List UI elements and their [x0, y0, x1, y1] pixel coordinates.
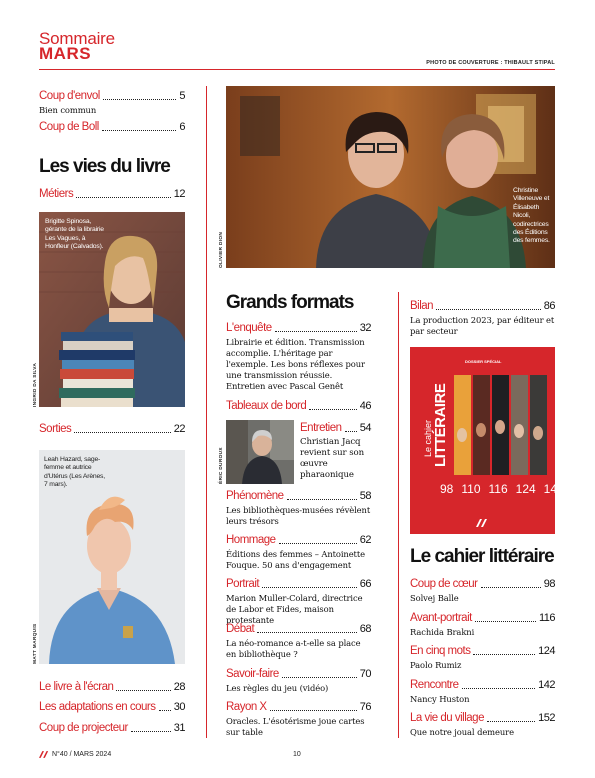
section-title-vies-du-livre: Les vies du livre [39, 156, 170, 177]
toc-page: 6 [179, 121, 185, 133]
toc-desc: Rachida Brakni [410, 627, 475, 637]
toc-desc: Oracles. L'ésotérisme joue cartes sur table [226, 716, 365, 737]
toc-title: En cinq mots [410, 645, 471, 657]
toc-page: 46 [359, 400, 371, 412]
toc-title: Portrait [226, 578, 260, 590]
toc-desc: Librairie et édition. Transmission accomplie. L'héritage par l'exemple. Les bons réflexes pour une transmission réussie. Entretien avec Pascal Genêt [226, 337, 365, 391]
cover-strip-photos [454, 375, 550, 475]
toc-entry-tableaux[interactable] [226, 400, 371, 413]
toc-entry-savoir-faire[interactable] [226, 668, 371, 694]
toc-entry-projecteur[interactable] [39, 722, 185, 735]
toc-title: Bilan [410, 300, 434, 312]
toc-title: Entretien [300, 422, 342, 434]
cover-page-num: 110 [461, 482, 481, 496]
toc-page: 142 [538, 679, 555, 691]
toc-page: 58 [359, 490, 371, 502]
section-title-cahier-litteraire: Le cahier littéraire [410, 546, 554, 567]
toc-title: La vie du village [410, 712, 484, 724]
cover-kicker: DOSSIER SPÉCIAL [465, 359, 502, 364]
toc-desc: Que notre joual demeure [410, 727, 514, 737]
toc-title: Coup de projecteur [39, 722, 128, 734]
toc-entry-adaptations[interactable] [39, 701, 185, 714]
toc-page: 98 [543, 578, 555, 590]
toc-entry-coup-coeur[interactable] [410, 578, 555, 604]
header-sommaire: Sommaire [39, 29, 115, 48]
toc-entry-coup-boll[interactable] [39, 121, 185, 134]
toc-entry-portrait[interactable] [226, 578, 371, 626]
toc-page: 32 [359, 322, 371, 334]
toc-title: Coup de Boll [39, 121, 99, 133]
hero-caption: Christine Villeneuve et Élisabeth Nicoli, codirectrices des Éditions des femmes. [513, 187, 550, 245]
cahier-litteraire-cover [410, 347, 564, 534]
toc-desc: Marion Muller-Colard, directrice de Labor et Fides, maison protestante [226, 593, 363, 625]
toc-title: Hommage [226, 534, 276, 546]
toc-entry-entretien[interactable] [300, 422, 371, 481]
toc-entry-metiers[interactable] [39, 188, 185, 201]
toc-title: Le livre à l'écran [39, 681, 114, 693]
toc-page: 86 [543, 300, 555, 312]
cover-logo-icon [476, 519, 488, 527]
toc-entry-bilan[interactable] [410, 300, 555, 337]
toc-title: L'enquête [226, 322, 272, 334]
toc-desc: Bien commun [39, 105, 97, 115]
toc-desc: Nancy Huston [410, 694, 470, 704]
toc-entry-debat[interactable] [226, 623, 371, 660]
hero-credit: OLIVIER DION [219, 231, 224, 268]
cover-page-num: 124 [515, 482, 536, 496]
toc-title: Savoir-faire [226, 668, 279, 680]
column-rule-left [206, 86, 207, 738]
photo1-credit: INGRID DA SILVA [33, 362, 38, 407]
entretien-credit: ÉRIC DUROUX [219, 447, 224, 484]
photo2-credit: MATT MARQUIS [33, 623, 38, 664]
toc-page: 5 [179, 90, 185, 102]
toc-page: 76 [359, 701, 371, 713]
toc-page: 62 [359, 534, 371, 546]
logo-icon [39, 751, 49, 758]
toc-entry-rencontre[interactable] [410, 679, 555, 705]
toc-page: 54 [359, 422, 371, 434]
toc-entry-sorties[interactable] [39, 423, 185, 436]
toc-desc: Les règles du jeu (vidéo) [226, 683, 329, 693]
toc-page: 70 [359, 668, 371, 680]
cover-page-numbers [440, 482, 564, 496]
toc-title: Coup de cœur [410, 578, 478, 590]
footer-page-number: 10 [293, 751, 301, 758]
toc-title: Coup d'envol [39, 90, 100, 102]
toc-desc: La production 2023, par éditeur et par secteur [410, 315, 555, 336]
toc-page: 152 [538, 712, 555, 724]
header-rule [39, 69, 555, 70]
toc-title: Débat [226, 623, 255, 635]
toc-page: 30 [173, 701, 185, 713]
toc-desc: Éditions des femmes – Antoinette Fouque. 50 ans d'engagement [226, 549, 365, 570]
toc-desc: Christian Jacq revient sur son œuvre pharaonique [300, 437, 365, 480]
toc-entry-coup-envol[interactable] [39, 90, 185, 116]
toc-entry-rayon-x[interactable] [226, 701, 371, 738]
toc-entry-livre-ecran[interactable] [39, 681, 185, 694]
toc-page: 12 [173, 188, 185, 200]
toc-entry-cinq-mots[interactable] [410, 645, 555, 671]
toc-title: Rayon X [226, 701, 267, 713]
footer-issue [39, 751, 111, 758]
photo1-caption: Brigitte Spinosa, gérante de la librairie Les Vagues, à Honfleur (Calvados). [45, 218, 104, 251]
toc-title: Avant-portrait [410, 612, 472, 624]
section-title-grands-formats: Grands formats [226, 292, 354, 313]
cover-page-num: 142 [543, 482, 564, 496]
toc-entry-enquete[interactable] [226, 322, 371, 392]
toc-entry-phenomene[interactable] [226, 490, 371, 527]
cover-page-num: 98 [440, 482, 454, 496]
toc-title: Tableaux de bord [226, 400, 307, 412]
toc-desc: Les bibliothèques-musées révèlent leurs trésors [226, 505, 371, 526]
toc-desc: Paolo Rumiz [410, 660, 462, 670]
header-month: MARS [39, 44, 92, 63]
footer-issue-text: N°40 / MARS 2024 [52, 751, 112, 758]
toc-desc: Solvej Balle [410, 593, 459, 603]
cover-title-big: LITTÉRAIRE [432, 383, 449, 467]
column-rule-right [398, 292, 399, 738]
toc-page: 31 [173, 722, 185, 734]
photo2-caption: Leah Hazard, sage-femme et autrice d'Utérus (Les Arènes, 7 mars). [44, 456, 105, 489]
cover-page-num: 116 [488, 482, 508, 496]
toc-entry-avant-portrait[interactable] [410, 612, 555, 638]
toc-page: 116 [538, 612, 555, 624]
toc-title: Phénomène [226, 490, 284, 502]
toc-page: 124 [538, 645, 555, 657]
toc-title: Rencontre [410, 679, 459, 691]
photo-christian-jacq [226, 420, 294, 484]
toc-page: 28 [173, 681, 185, 693]
toc-page: 22 [173, 423, 185, 435]
toc-page: 68 [359, 623, 371, 635]
photo-codirectrices [226, 86, 555, 268]
cover-photo-credit: PHOTO DE COUVERTURE : THIBAULT STIPAL [426, 60, 555, 66]
toc-desc: La néo-romance a-t-elle sa place en bibliothèque ? [226, 638, 361, 659]
cover-title-small: Le cahier [423, 419, 433, 457]
toc-entry-vie-village[interactable] [410, 712, 555, 738]
toc-title: Métiers [39, 188, 74, 200]
toc-page: 66 [359, 578, 371, 590]
toc-entry-hommage[interactable] [226, 534, 371, 571]
toc-title: Les adaptations en cours [39, 701, 156, 713]
toc-title: Sorties [39, 423, 72, 435]
